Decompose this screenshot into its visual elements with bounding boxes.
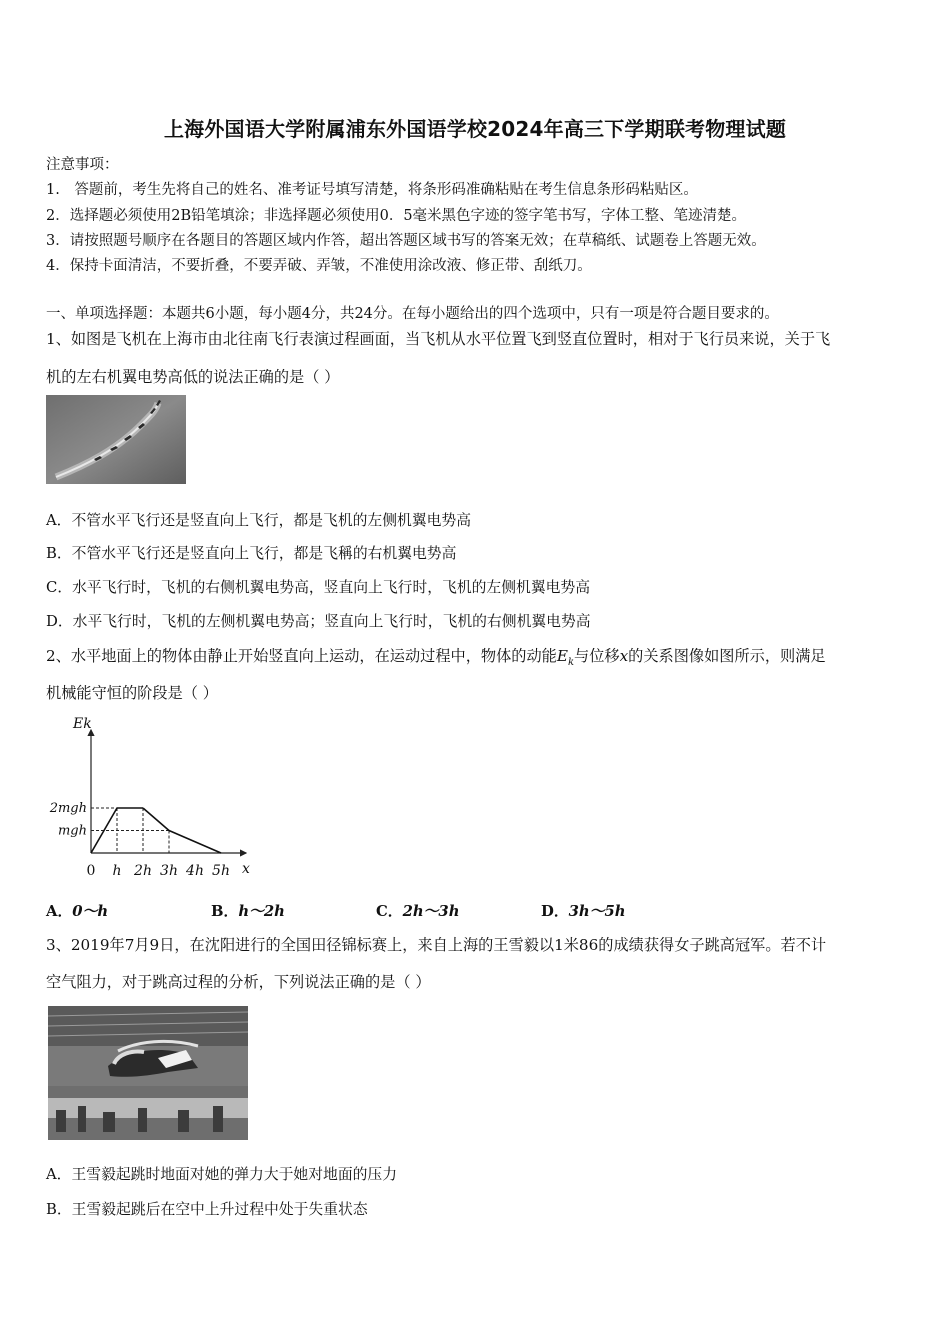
x-axis-label: x [242,861,250,877]
x-tick-label: h [112,863,122,879]
notes-item: 2．选择题必须使用2B铅笔填涂；非选择题必须使用0．5毫米黑色字迹的签字笔书写，字体工整、笔迹清楚。 [46,208,747,224]
ek-x-chart [46,712,261,888]
section-heading: 一、单项选择题：本题共6小题，每小题4分，共24分。在每小题给出的四个选项中，只有一项是符合题目要求的。 [46,306,779,322]
q3-stem-line1: 3、2019年7月9日，在沈阳进行的全国田径锦标赛上，来自上海的王雪毅以1米86的成绩获得女子跳高冠军。若不计 [46,936,827,954]
q1-stem-line1: 1、如图是飞机在上海市由北往南飞行表演过程画面，当飞机从水平位置飞到竖直位置时，相对于飞行员来说，关于飞 [46,330,831,348]
airshow-photo [46,395,186,484]
q2-option-letter: B． [211,903,239,920]
notes-heading: 注意事项： [46,157,119,173]
q2-option-letter: C． [376,903,403,920]
x-tick-label: 3h [160,863,178,879]
x-tick-label: 0 [86,863,96,879]
q2-option-value: 3h～5h [568,903,626,920]
q3-stem-line2: 空气阻力，对于跳高过程的分析，下列说法正确的是（ ） [46,973,431,991]
q2-option-letter: A． [46,903,73,920]
x-tick-label: 2h [134,863,152,879]
x-tick-label: 4h [186,863,204,879]
series-segment [169,831,221,854]
q1-stem-line2: 机的左右机翼电势高低的说法正确的是（ ） [46,368,340,386]
notes-item: 1. 答题前，考生先将自己的姓名、准考证号填写清楚，将条形码准确粘贴在考生信息条形码粘贴区。 [46,182,698,198]
notes-item: 4．保持卡面清洁，不要折叠，不要弄破、弄皱，不准使用涂改液、修正带、刮纸刀。 [46,258,592,274]
q2-x-symbol: x [619,647,629,665]
q1-option-b: B．不管水平飞行还是竖直向上飞行，都是飞稱的右机翼电势高 [46,545,457,562]
q2-stem-part-a: 2、水平地面上的物体由静止开始竖直向上运动，在运动过程中，物体的动能 [46,647,557,665]
q1-option-c: C．水平飞行时，飞机的右侧机翼电势高，竖直向上飞行时，飞机的左侧机翼电势高 [46,579,591,596]
series-segment [143,808,169,831]
q3-option-a: A．王雪毅起跳时地面对她的弹力大于她对地面的压力 [46,1166,398,1183]
q2-option-letter: D． [541,903,569,920]
q2-option-a [46,900,108,921]
y-tick-label: mgh [57,823,87,839]
q2-option-b [211,900,285,921]
q3-option-b: B．王雪毅起跳后在空中上升过程中处于失重状态 [46,1201,368,1218]
q2-option-value: h～2h [238,903,285,920]
q2-option-c [376,900,459,921]
y-axis-label: Ek [73,716,92,732]
x-tick-label: 5h [212,863,230,879]
q2-option-d [541,900,626,921]
page-title: 上海外国语大学附属浦东外国语学校2024年高三下学期联考物理试题 [163,117,787,141]
q2-stem-part-c: 的关系图像如图所示，则满足 [628,647,826,665]
high-jump-photo [48,1006,248,1140]
y-tick-label: 2mgh [49,801,87,816]
q2-option-value: 2h～3h [402,903,460,920]
q2-stem-line2: 机械能守恒的阶段是（ ） [46,684,218,702]
q1-option-a: A．不管水平飞行还是竖直向上飞行，都是飞机的左侧机翼电势高 [46,512,472,529]
q2-stem-line1 [46,645,826,668]
q2-ek-symbol: E [556,647,568,665]
q1-option-d: D．水平飞行时，飞机的左侧机翼电势高；竖直向上飞行时，飞机的右侧机翼电势高 [46,613,591,630]
q2-option-value: 0～h [72,903,109,920]
notes-item: 3．请按照题号顺序在各题目的答题区域内作答，超出答题区域书写的答案无效；在草稿纸、试题卷上答题无效。 [46,233,766,249]
q2-stem-part-b: 与位移 [574,647,620,665]
q2-ek-subscript: k [567,657,575,669]
